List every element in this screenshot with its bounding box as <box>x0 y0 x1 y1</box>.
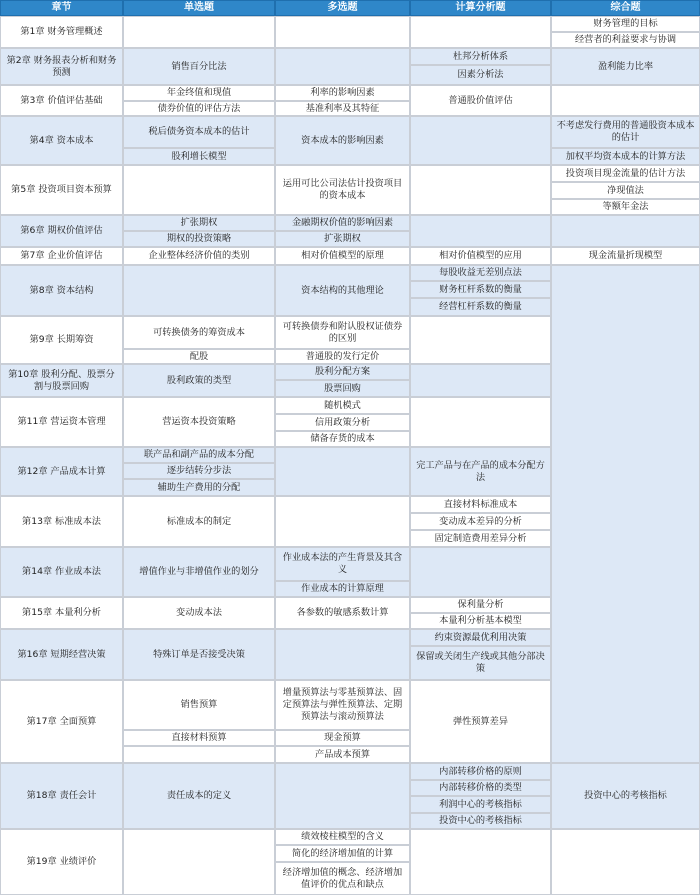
empty-cell <box>410 215 551 247</box>
multi-topic-cell: 普通股的发行定价 <box>275 349 410 364</box>
calc-topic-cell: 本量利分析基本模型 <box>410 613 551 629</box>
chapter-cell: 第2章 财务报表分析和财务预测 <box>0 48 123 85</box>
chapter-cell: 第16章 短期经营决策 <box>0 629 123 680</box>
calc-topic-cell: 保利量分析 <box>410 597 551 613</box>
multi-topic-cell: 产品成本预算 <box>275 746 410 763</box>
single-topic-cell: 销售预算 <box>123 680 275 730</box>
calc-topic-cell: 经营杠杆系数的衡量 <box>410 298 551 316</box>
empty-cell <box>275 629 410 680</box>
comp-topic-cell: 加权平均资本成本的计算方法 <box>551 148 700 165</box>
chapter-cell: 第9章 长期筹资 <box>0 316 123 364</box>
single-topic-cell: 股利政策的类型 <box>123 364 275 397</box>
single-topic-cell: 期权的投资策略 <box>123 231 275 247</box>
multi-topic-cell: 资本成本的影响因素 <box>275 116 410 165</box>
multi-topic-cell: 经济增加值的概念、经济增加值评价的优点和缺点 <box>275 862 410 895</box>
chapter-cell: 第17章 全面预算 <box>0 680 123 763</box>
multi-topic-cell: 储备存货的成本 <box>275 431 410 447</box>
multi-topic-cell: 作业成本的计算原理 <box>275 581 410 597</box>
multi-topic-cell: 股利分配方案 <box>275 364 410 380</box>
comp-topic-cell: 投资项目现金流量的估计方法 <box>551 165 700 182</box>
chapter-cell: 第14章 作业成本法 <box>0 547 123 597</box>
empty-cell <box>123 16 275 48</box>
single-topic-cell: 配股 <box>123 349 275 364</box>
calc-topic-cell: 相对价值模型的应用 <box>410 247 551 265</box>
empty-cell <box>410 547 551 597</box>
calc-topic-cell: 普通股价值评估 <box>410 85 551 116</box>
chapter-cell: 第15章 本量利分析 <box>0 597 123 629</box>
column-header-4: 综合题 <box>551 0 700 16</box>
multi-topic-cell: 扩张期权 <box>275 231 410 247</box>
empty-cell <box>123 829 275 895</box>
empty-cell <box>123 165 275 215</box>
single-topic-cell: 特殊订单是否接受决策 <box>123 629 275 680</box>
calc-topic-cell: 变动成本差异的分析 <box>410 513 551 530</box>
calc-topic-cell: 杜邦分析体系 <box>410 48 551 65</box>
multi-topic-cell: 信用政策分析 <box>275 414 410 431</box>
multi-topic-cell: 现金预算 <box>275 730 410 746</box>
empty-cell <box>410 829 551 895</box>
comp-topic-cell: 现金流量折现模型 <box>551 247 700 265</box>
multi-topic-cell: 作业成本法的产生背景及其含义 <box>275 547 410 581</box>
calc-topic-cell: 直接材料标准成本 <box>410 496 551 513</box>
calc-topic-cell: 约束资源最优利用决策 <box>410 629 551 646</box>
empty-cell <box>410 364 551 397</box>
single-topic-cell: 扩张期权 <box>123 215 275 231</box>
chapter-cell: 第13章 标准成本法 <box>0 496 123 547</box>
chapter-cell: 第7章 企业价值评估 <box>0 247 123 265</box>
empty-cell <box>275 16 410 48</box>
chapter-cell: 第18章 责任会计 <box>0 763 123 829</box>
empty-cell <box>123 265 275 316</box>
empty-cell <box>551 85 700 116</box>
single-topic-cell: 税后债务资本成本的估计 <box>123 116 275 148</box>
calc-topic-cell: 内部转移价格的原则 <box>410 763 551 780</box>
empty-cell <box>551 829 700 895</box>
chapter-cell: 第3章 价值评估基础 <box>0 85 123 116</box>
comp-topic-cell: 等额年金法 <box>551 199 700 215</box>
single-topic-cell: 企业整体经济价值的类别 <box>123 247 275 265</box>
chapter-cell: 第5章 投资项目资本预算 <box>0 165 123 215</box>
calc-topic-cell: 弹性预算差异 <box>410 680 551 763</box>
calc-topic-cell: 保留或关闭生产线或其他分部决策 <box>410 646 551 680</box>
single-topic-cell: 营运资本投资策略 <box>123 397 275 447</box>
comp-topic-cell: 投资中心的考核指标 <box>551 763 700 829</box>
multi-topic-cell: 绩效棱柱模型的含义 <box>275 829 410 845</box>
chapter-cell: 第8章 资本结构 <box>0 265 123 316</box>
empty-cell <box>551 265 700 763</box>
multi-topic-cell: 简化的经济增加值的计算 <box>275 845 410 862</box>
column-header-2: 多选题 <box>275 0 410 16</box>
multi-topic-cell: 利率的影响因素 <box>275 85 410 101</box>
empty-cell <box>123 746 275 763</box>
single-topic-cell: 销售百分比法 <box>123 48 275 85</box>
calc-topic-cell: 内部转移价格的类型 <box>410 780 551 796</box>
comp-topic-cell: 净现值法 <box>551 182 700 199</box>
empty-cell <box>275 48 410 85</box>
single-topic-cell: 联产品和副产品的成本分配 <box>123 447 275 463</box>
calc-topic-cell: 每股收益无差别点法 <box>410 265 551 281</box>
single-topic-cell: 增值作业与非增值作业的划分 <box>123 547 275 597</box>
multi-topic-cell: 股票回购 <box>275 380 410 397</box>
comp-topic-cell: 财务管理的目标 <box>551 16 700 32</box>
empty-cell <box>410 316 551 364</box>
multi-topic-cell: 增量预算法与零基预算法、固定预算法与弹性预算法、定期预算法与滚动预算法 <box>275 680 410 730</box>
chapter-cell: 第6章 期权价值评估 <box>0 215 123 247</box>
comp-topic-cell: 不考虑发行费用的普通股资本成本的估计 <box>551 116 700 148</box>
calc-topic-cell: 投资中心的考核指标 <box>410 813 551 829</box>
single-topic-cell: 股利增长模型 <box>123 148 275 165</box>
single-topic-cell: 直接材料预算 <box>123 730 275 746</box>
empty-cell <box>410 116 551 165</box>
chapter-cell: 第11章 营运资本管理 <box>0 397 123 447</box>
single-topic-cell: 责任成本的定义 <box>123 763 275 829</box>
chapter-cell: 第12章 产品成本计算 <box>0 447 123 496</box>
multi-topic-cell: 各参数的敏感系数计算 <box>275 597 410 629</box>
comp-topic-cell: 盈利能力比率 <box>551 48 700 85</box>
empty-cell <box>410 16 551 48</box>
multi-topic-cell: 资本结构的其他理论 <box>275 265 410 316</box>
column-header-0: 章节 <box>0 0 123 16</box>
column-header-3: 计算分析题 <box>410 0 551 16</box>
single-topic-cell: 变动成本法 <box>123 597 275 629</box>
chapter-cell: 第19章 业绩评价 <box>0 829 123 895</box>
multi-topic-cell: 可转换债券和附认股权证债券的区别 <box>275 316 410 349</box>
multi-topic-cell: 随机模式 <box>275 397 410 414</box>
chapter-cell: 第10章 股利分配、股票分割与股票回购 <box>0 364 123 397</box>
multi-topic-cell: 金融期权价值的影响因素 <box>275 215 410 231</box>
empty-cell <box>551 215 700 247</box>
single-topic-cell: 可转换债务的筹资成本 <box>123 316 275 349</box>
comp-topic-cell: 经营者的利益要求与协调 <box>551 32 700 48</box>
calc-topic-cell: 固定制造费用差异分析 <box>410 530 551 547</box>
calc-topic-cell: 利润中心的考核指标 <box>410 796 551 813</box>
empty-cell <box>410 165 551 215</box>
column-header-1: 单选题 <box>123 0 275 16</box>
calc-topic-cell: 完工产品与在产品的成本分配方法 <box>410 447 551 496</box>
calc-topic-cell: 因素分析法 <box>410 65 551 85</box>
single-topic-cell: 债券价值的评估方法 <box>123 101 275 116</box>
empty-cell <box>275 496 410 547</box>
multi-topic-cell: 运用可比公司法估计投资项目的资本成本 <box>275 165 410 215</box>
calc-topic-cell: 财务杠杆系数的衡量 <box>410 281 551 298</box>
chapter-cell: 第4章 资本成本 <box>0 116 123 165</box>
multi-topic-cell: 相对价值模型的原理 <box>275 247 410 265</box>
empty-cell <box>410 397 551 447</box>
empty-cell <box>275 447 410 496</box>
single-topic-cell: 标准成本的制定 <box>123 496 275 547</box>
multi-topic-cell: 基准利率及其特征 <box>275 101 410 116</box>
single-topic-cell: 辅助生产费用的分配 <box>123 479 275 496</box>
single-topic-cell: 年金终值和现值 <box>123 85 275 101</box>
empty-cell <box>275 763 410 829</box>
chapter-cell: 第1章 财务管理概述 <box>0 16 123 48</box>
single-topic-cell: 逐步结转分步法 <box>123 463 275 479</box>
